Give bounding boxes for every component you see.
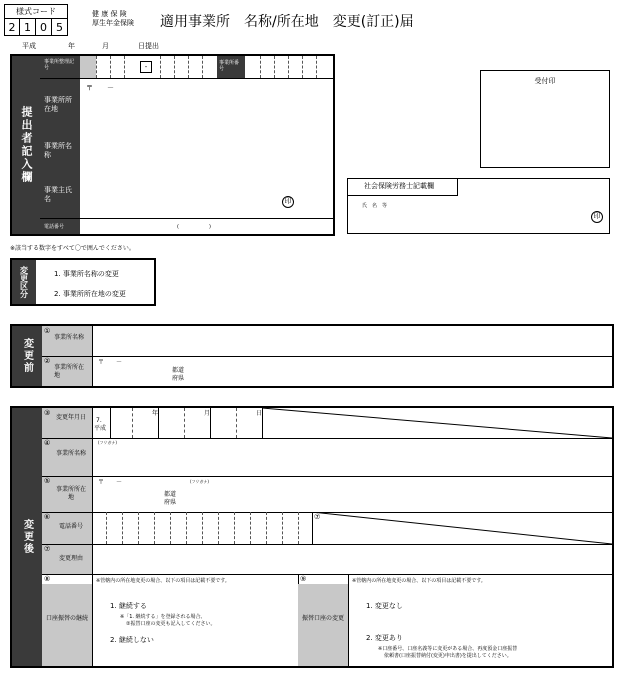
- after-row5-num: ⑦: [44, 545, 51, 553]
- office-code-label: 事業所整理記号: [44, 59, 75, 71]
- era-label: 平成: [22, 42, 36, 50]
- month-label: 月: [102, 42, 109, 50]
- after-pref-1: 都道: [164, 491, 177, 498]
- diagonal-strike: [312, 512, 612, 544]
- account-change-option-none[interactable]: 1. 変更なし: [366, 602, 403, 610]
- before-address-label: 事業所所在地: [54, 364, 85, 379]
- after-row3-num: ⑤: [44, 477, 51, 485]
- office-name-label: 事業所名称: [44, 142, 72, 159]
- after-name-label: 事業所名称: [55, 450, 86, 457]
- form-code-digit: 2: [5, 19, 20, 35]
- account-continue-note: ※管轄内の所在地変更の場合、以下の項目は記載不要です。: [96, 578, 230, 584]
- account-continue-num: ⑧: [44, 575, 51, 583]
- before-postal: 〒 －: [98, 359, 123, 366]
- insurance-type-2: 厚生年金保険: [92, 19, 134, 27]
- sharoushi-seal: 印: [591, 211, 603, 223]
- after-postal: 〒 －: [98, 479, 123, 486]
- change-date-day: 日: [256, 410, 263, 417]
- owner-name-label: 事業主氏名: [44, 186, 72, 203]
- change-type-section: [10, 258, 156, 306]
- form-code-label: 様式コード: [5, 5, 67, 19]
- change-date-era: 7.: [96, 417, 102, 424]
- instruction-note: ※該当する数字をすべて〇で囲んでください。: [10, 245, 135, 252]
- before-row1-num: ①: [44, 327, 51, 335]
- before-section: [10, 324, 614, 388]
- address-label: 事業所所在地: [44, 96, 72, 113]
- before-name-label: 事業所名称: [54, 334, 85, 341]
- after-side-label: 変更後: [12, 408, 42, 666]
- account-change-note-1: ※口座番号、口座名義等に変更がある場合、再度預金口座振替: [378, 646, 518, 652]
- account-continue-note-2: ②振替口座の変更も記入してください。: [126, 621, 216, 627]
- office-number-label: 事業所番号: [217, 56, 245, 78]
- submitter-side-label: 提出者記入欄: [12, 56, 40, 234]
- submitter-section: [10, 54, 335, 236]
- page-title: 適用事業所 名称/所在地 変更(訂正)届: [160, 14, 414, 30]
- receipt-label: 受付印: [534, 77, 556, 85]
- sharoushi-box: [347, 178, 610, 234]
- submitter-postal: 〒 －: [86, 84, 114, 92]
- office-code-hyphen: -: [140, 61, 152, 73]
- office-code-cell[interactable]: [80, 56, 96, 78]
- change-type-option-name[interactable]: 1. 事業所名称の変更: [54, 270, 119, 278]
- after-pref-2: 府県: [164, 499, 177, 506]
- account-change-num: ⑨: [300, 575, 307, 583]
- change-date-era-name: 平成: [94, 425, 107, 432]
- phone-parens: ( ): [177, 224, 211, 230]
- change-date-year: 年: [152, 410, 159, 417]
- account-change-note: ※管轄内の所在地変更の場合、以下の項目は記載不要です。: [352, 578, 486, 584]
- change-reason-label: 変更理由: [58, 555, 83, 562]
- diagonal-strike: [262, 408, 612, 438]
- account-continue-note-1: ※「1. 継続する」を登録される場合、: [120, 614, 206, 620]
- account-change-label: 振替口座の変更: [302, 615, 345, 622]
- account-continue-option-no[interactable]: 2. 継続しない: [110, 636, 154, 644]
- day-label: 日提出: [138, 42, 159, 50]
- form-code-box: [4, 4, 68, 36]
- after-address-label: 事業所所在地: [55, 486, 86, 501]
- after-row4-num2: ⑦: [314, 513, 321, 521]
- after-row4-num: ⑥: [44, 513, 51, 521]
- after-name-furigana: (フリガナ): [98, 440, 117, 445]
- change-type-side-label: 変更区分: [12, 260, 36, 304]
- phone-label: 電話番号: [44, 224, 65, 230]
- change-date-label: 変更年月日: [55, 414, 86, 421]
- change-date-month: 月: [204, 410, 211, 417]
- before-pref-2: 府県: [172, 375, 185, 382]
- change-type-option-address[interactable]: 2. 事業所所在地の変更: [54, 290, 126, 298]
- account-continue-option-yes[interactable]: 1. 継続する: [110, 602, 147, 610]
- after-section: [10, 406, 614, 668]
- account-change-note-2: 依頼書(口座振替納付(変更)申出書)を提出してください。: [384, 653, 512, 659]
- sharoushi-name-label: 氏 名 等: [362, 203, 388, 209]
- before-side-label: 変更前: [12, 326, 42, 386]
- receipt-box: [480, 70, 610, 168]
- after-row1-num: ③: [44, 409, 51, 417]
- form-code-digit: 1: [20, 19, 36, 35]
- account-change-option-yes[interactable]: 2. 変更あり: [366, 634, 403, 642]
- account-continue-label: 口座振替の継続: [46, 615, 89, 622]
- before-pref-1: 都道: [172, 367, 185, 374]
- owner-seal: 印: [282, 196, 294, 208]
- after-address-furigana: (フリガナ): [190, 479, 209, 484]
- insurance-type-1: 健 康 保 険: [92, 10, 127, 18]
- year-label: 年: [68, 42, 75, 50]
- sharoushi-title: 社会保険労務士記載欄: [348, 179, 458, 196]
- before-row2-num: ②: [44, 357, 51, 365]
- after-row2-num: ④: [44, 439, 51, 447]
- form-code-digit: 0: [36, 19, 52, 35]
- after-phone-label: 電話番号: [58, 523, 83, 530]
- form-code-digit: 5: [56, 20, 63, 34]
